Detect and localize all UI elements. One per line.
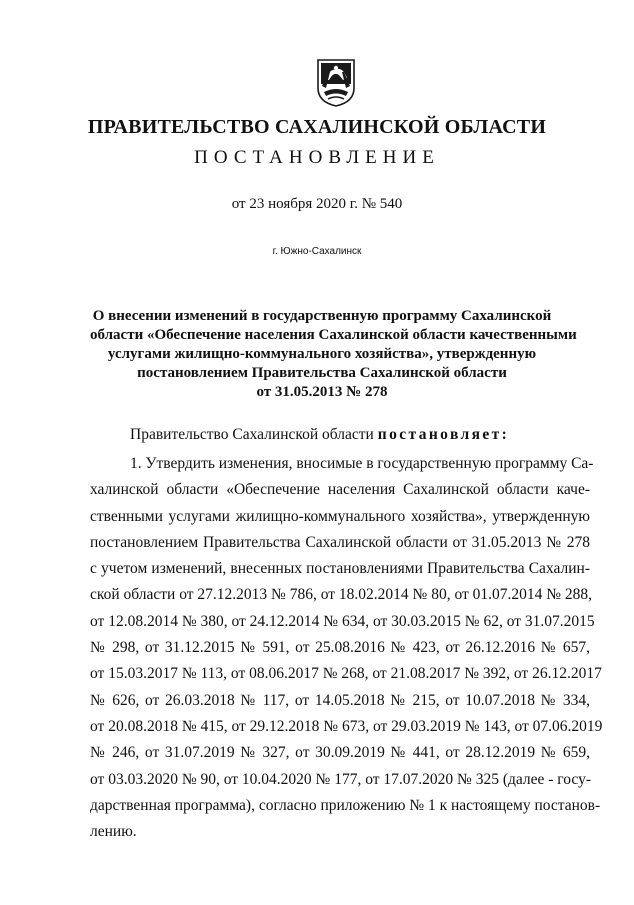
preamble-verb: постановляет:: [377, 426, 510, 443]
preamble: [130, 426, 509, 444]
document-date-number: от 23 ноября 2020 г. № 540: [231, 196, 403, 212]
coat-of-arms-icon: [316, 58, 356, 108]
body-line: лению.: [90, 823, 137, 841]
body-line: № 298, от 31.12.2015 № 591, от 25.08.2016 № 423, от 26.12.2016 № 657,: [90, 639, 590, 657]
body-line: постановлением Правительства Сахалинской области от 31.05.2013 № 278: [90, 533, 590, 551]
body-line: 1. Утвердить изменения, вносимые в государственную программу Са-: [130, 455, 594, 472]
body-line: от 03.03.2020 № 90, от 10.04.2020 № 177, от 17.07.2020 № 325 (далее - госу-: [90, 770, 591, 788]
preamble-lead: Правительство Сахалинской области: [130, 426, 378, 443]
body-line: от 12.08.2014 № 380, от 24.12.2014 № 634, от 30.03.2015 № 62, от 31.07.2015: [90, 612, 595, 630]
title-line: от 31.05.2013 № 278: [256, 384, 388, 400]
body-paragraph: [90, 451, 603, 845]
title-line: О внесении изменений в государственную программу Сахалинской: [92, 308, 552, 324]
body-line: от 15.03.2017 № 113, от 08.06.2017 № 268, от 21.08.2017 № 392, от 26.12.2017: [90, 665, 602, 683]
title-line: постановлением Правительства Сахалинской области: [137, 365, 507, 381]
body-line: халинской области «Обеспечение населения Сахалинской области каче-: [90, 481, 590, 499]
body-line: с учетом изменений, внесенных постановлениями Правительства Сахалин-: [90, 560, 590, 578]
document-title: [90, 307, 577, 402]
body-line: ской области от 27.12.2013 № 786, от 18.02.2014 № 80, от 01.07.2014 № 288,: [90, 586, 593, 604]
body-line: № 626, от 26.03.2018 № 117, от 14.05.2018 № 215, от 10.07.2018 № 334,: [90, 691, 590, 709]
title-line: услугами жилищно-коммунального хозяйства», утвержденную: [107, 346, 537, 362]
body-line: от 20.08.2018 № 415, от 29.12.2018 № 673, от 29.03.2019 № 143, от 07.06.2019: [90, 717, 603, 735]
body-line: дарственная программа), согласно приложению № 1 к настоящему постанов-: [90, 796, 601, 814]
document-city: г. Южно-Сахалинск: [272, 246, 362, 257]
body-line: № 246, от 31.07.2019 № 327, от 30.09.2019 № 441, от 28.12.2019 № 659,: [90, 744, 590, 762]
body-line: ственными услугами жилищно-коммунального хозяйства», утвержденную: [90, 507, 590, 525]
title-line: области «Обеспечение населения Сахалинской области качественными: [90, 327, 577, 343]
authority-name: ПРАВИТЕЛЬСТВО САХАЛИНСКОЙ ОБЛАСТИ: [87, 116, 547, 138]
document-type: ПОСТАНОВЛЕНИЕ: [194, 147, 440, 168]
